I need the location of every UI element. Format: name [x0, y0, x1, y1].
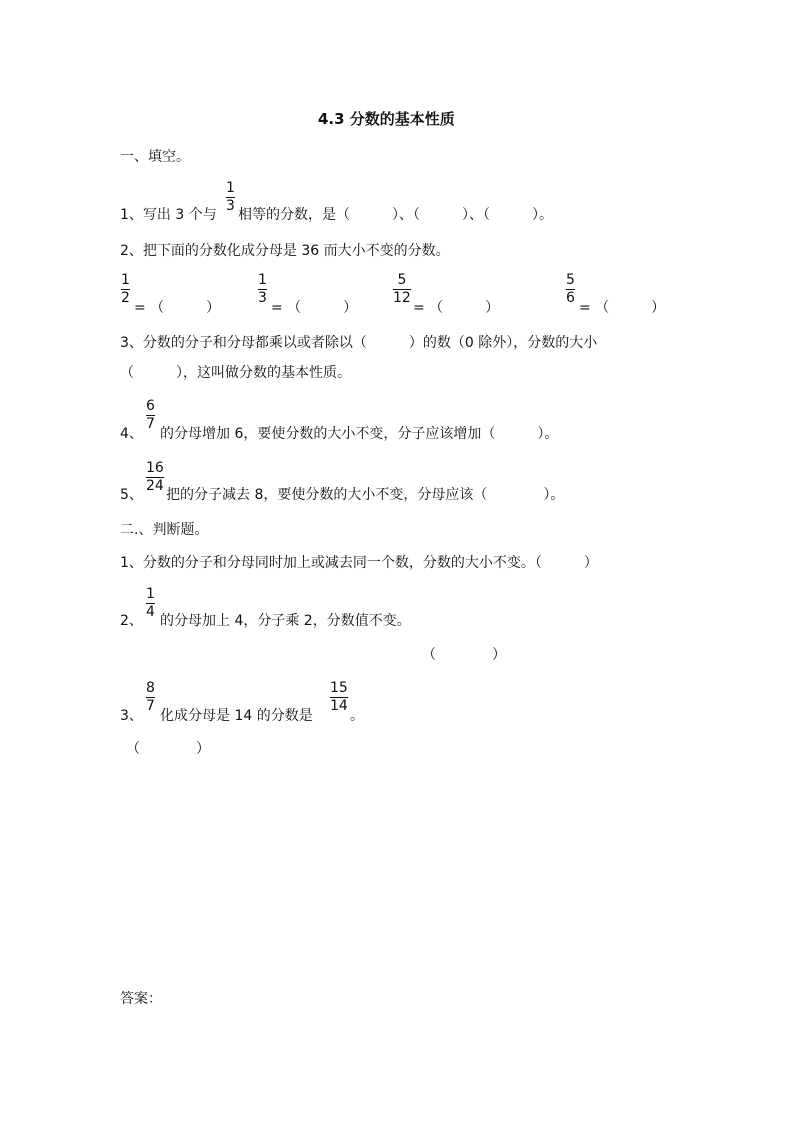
tf-q2-text-pre: 2、 [120, 613, 143, 629]
q4-text-pre: 4、 [120, 426, 143, 442]
q1-text-pre: 1、写出 3 个与 [120, 207, 217, 223]
denominator: 14 [330, 698, 348, 714]
denominator: 7 [146, 416, 155, 432]
numerator: 1 [226, 180, 235, 196]
numerator: 5 [397, 272, 407, 288]
q2-fraction-4 [566, 272, 575, 307]
numerator: 5 [566, 272, 575, 288]
tf-q2-text-post: 的分母加上 4，分子乘 2，分数值不变。 [160, 613, 411, 629]
numerator: 8 [146, 680, 155, 696]
denominator: 2 [121, 290, 130, 306]
tf-q3-answer-paren: （ ） [126, 741, 210, 757]
q1-text-post: 相等的分数，是（ ）、（ ）、（ ）。 [238, 207, 553, 223]
numerator: 15 [330, 680, 348, 696]
page-title: 4.3 分数的基本性质 [318, 110, 455, 128]
tf-q3-text-pre: 3、 [120, 708, 143, 724]
q2-text: 2、把下面的分数化成分母是 36 而大小不变的分数。 [120, 243, 450, 259]
denominator: 12 [393, 290, 411, 306]
tf-q3-fraction-2 [330, 680, 348, 715]
q2-blank-1: = （ ） [134, 300, 221, 316]
q2-blank-3: = （ ） [413, 300, 500, 316]
denominator: 6 [566, 290, 575, 306]
tf-q3-text-mid: 化成分母是 14 的分数是 [160, 708, 313, 724]
q3-line-1: 3、分数的分子和分母都乘以或者除以（ ）的数（0 除外），分数的大小 [120, 335, 598, 351]
denominator: 4 [146, 604, 155, 620]
section-heading-true-false: 二.、判断题。 [120, 522, 209, 538]
q2-fraction-1 [121, 272, 130, 307]
numerator: 6 [146, 398, 155, 414]
tf-q2-answer-paren: （ ） [422, 647, 506, 663]
tf-q3-text-post: 。 [350, 708, 364, 724]
numerator: 1 [258, 272, 267, 288]
q5-fraction [146, 460, 164, 495]
q2-fraction-2 [258, 272, 267, 307]
tf-q1-text: 1、分数的分子和分母同时加上或减去同一个数，分数的大小不变。（ ） [120, 555, 598, 571]
q4-fraction [146, 398, 155, 433]
q2-fraction-3 [393, 272, 411, 307]
q2-blank-4: = （ ） [579, 300, 666, 316]
numerator: 16 [146, 460, 164, 476]
numerator: 1 [121, 272, 130, 288]
answer-label: 答案： [120, 991, 162, 1007]
q2-blank-2: = （ ） [271, 300, 358, 316]
denominator: 3 [258, 290, 267, 306]
denominator: 7 [146, 698, 155, 714]
q4-text-post: 的分母增加 6，要使分数的大小不变，分子应该增加（ ）。 [160, 426, 559, 442]
tf-q2-fraction [146, 586, 155, 621]
section-heading-fill-blank: 一、填空。 [120, 149, 190, 165]
q5-text-pre: 5、 [120, 487, 143, 503]
numerator: 1 [146, 586, 155, 602]
denominator: 3 [226, 198, 235, 214]
q3-line-2: （ ），这叫做分数的基本性质。 [120, 365, 351, 381]
q5-text-post: 把的分子减去 8，要使分数的大小不变，分母应该（ ）。 [166, 487, 565, 503]
q1-fraction [226, 180, 235, 215]
tf-q3-fraction-1 [146, 680, 155, 715]
denominator: 24 [146, 478, 164, 494]
